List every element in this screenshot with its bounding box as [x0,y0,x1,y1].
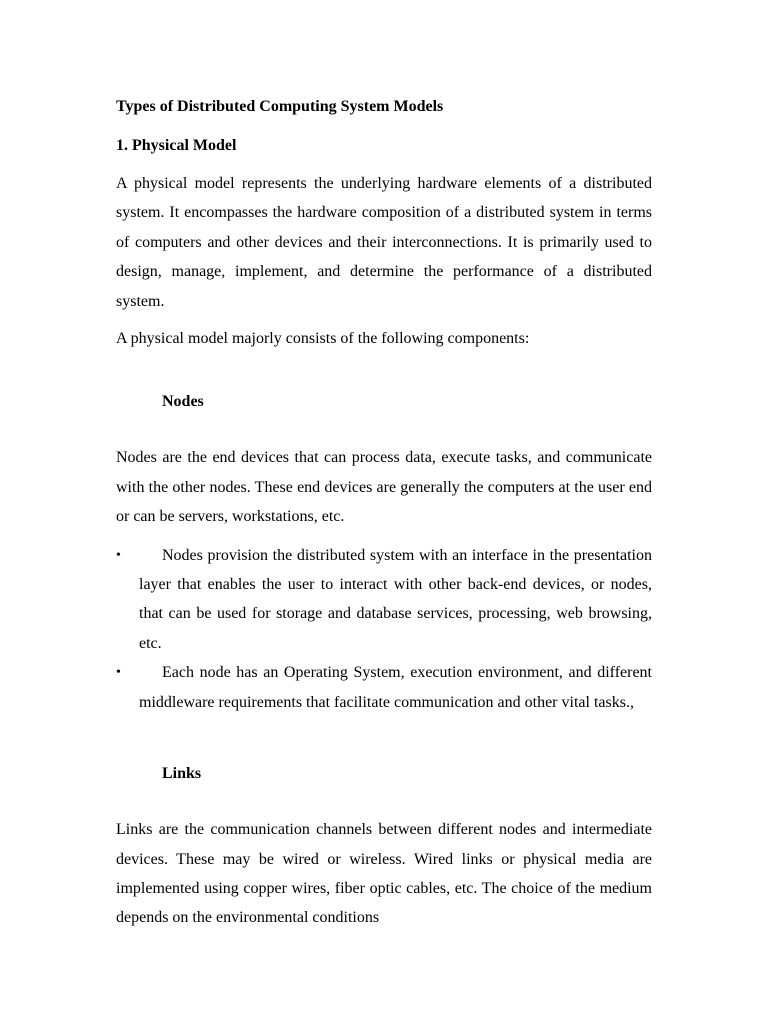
document-title: Types of Distributed Computing System Models [116,98,444,115]
subheading-links: Links [162,765,202,783]
section-heading-physical-model: 1. Physical Model [116,137,237,154]
paragraph-physical-model-definition: A physical model represents the underlying hardware elements of a distributed system. It encompasses the hardware composition of a distributed system in terms of computers and other devices and their interconnections. It is primarily used to design, manage, implement, and determine the performance of a distributed system. [116,175,652,310]
paragraph-components-intro: A physical model majorly consists of the following components: [116,330,530,348]
document-page [116,96,652,933]
subheading-nodes: Nodes [162,393,204,411]
paragraph-nodes-definition: Nodes are the end devices that can process data, execute tasks, and communicate with the other nodes. These end devices are generally the computers at the user end or can be servers, workstations, etc. [116,449,652,526]
bullet-icon: • [116,547,121,563]
bullet-icon: • [116,665,121,681]
list-item [116,658,652,717]
list-item-text: Nodes provision the distributed system with an interface in the presentation layer that enables the user to interact with other back-end devices, or nodes, that can be used for storage and database services, processing, web browsing, etc. [139,546,652,652]
list-item-text: Each node has an Operating System, execution environment, and different middleware requirements that facilitate communication and other vital tasks., [139,664,652,711]
list-item [116,541,652,659]
nodes-bullet-list [116,541,652,717]
paragraph-links-definition: Links are the communication channels between different nodes and intermediate devices. These may be wired or wireless. Wired links or physical media are implemented using copper wires, fiber optic cables, etc. The choice of the medium depends on the environmental conditions [116,821,652,927]
